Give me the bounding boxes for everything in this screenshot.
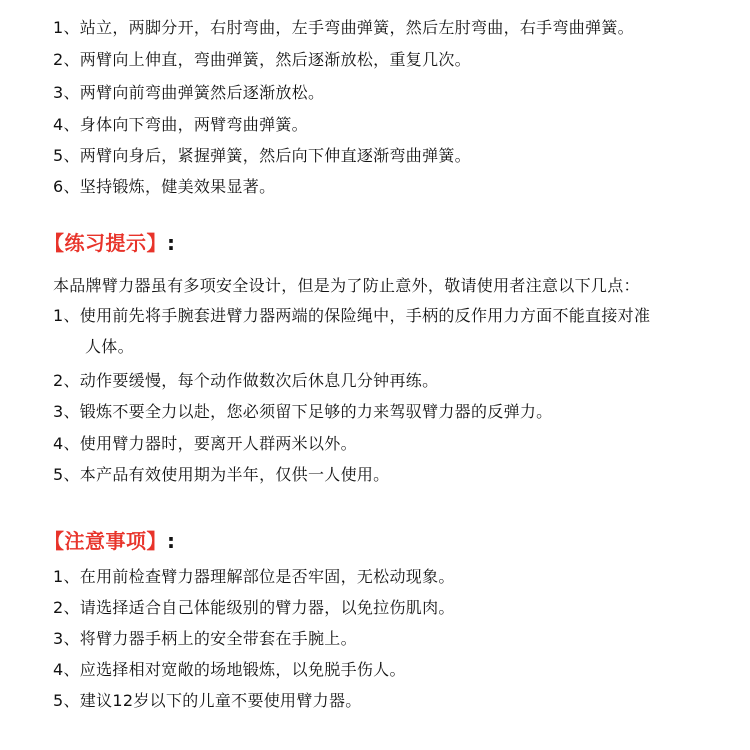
note-3: 3、将臂力器手柄上的安全带套在手腕上。	[53, 629, 357, 648]
tip-1-line-2: 人体。	[85, 337, 134, 356]
tips-heading	[44, 230, 176, 256]
note-4: 4、应选择相对宽敞的场地锻炼，以免脱手伤人。	[53, 660, 406, 679]
note-5: 5、建议12岁以下的儿童不要使用臂力器。	[53, 691, 362, 710]
tip-3: 3、锻炼不要全力以赴，您必须留下足够的力来驾驭臂力器的反弹力。	[53, 402, 553, 421]
tips-heading-colon: :	[167, 231, 176, 255]
notes-heading-title: 【注意事项】	[44, 529, 167, 553]
step-6: 6、坚持锻炼，健美效果显著。	[53, 177, 276, 196]
tip-1-line-1: 1、使用前先将手腕套进臂力器两端的保险绳中，手柄的反作用力方面不能直接对准	[53, 306, 651, 325]
tip-2: 2、动作要缓慢，每个动作做数次后休息几分钟再练。	[53, 371, 439, 390]
step-3: 3、两臂向前弯曲弹簧然后逐渐放松。	[53, 83, 325, 102]
tips-heading-title: 【练习提示】	[44, 231, 167, 255]
step-2: 2、两臂向上伸直，弯曲弹簧，然后逐渐放松，重复几次。	[53, 50, 471, 69]
notes-heading	[44, 528, 176, 554]
step-1: 1、站立，两脚分开，右肘弯曲，左手弯曲弹簧，然后左肘弯曲，右手弯曲弹簧。	[53, 18, 634, 37]
notes-heading-colon: :	[167, 529, 176, 553]
note-1: 1、在用前检查臂力器理解部位是否牢固，无松动现象。	[53, 567, 455, 586]
step-4: 4、身体向下弯曲，两臂弯曲弹簧。	[53, 115, 308, 134]
note-2: 2、请选择适合自己体能级别的臂力器，以免拉伤肌肉。	[53, 598, 455, 617]
step-5: 5、两臂向身后，紧握弹簧，然后向下伸直逐渐弯曲弹簧。	[53, 146, 471, 165]
tip-5: 5、本产品有效使用期为半年，仅供一人使用。	[53, 465, 390, 484]
tip-4: 4、使用臂力器时，要离开人群两米以外。	[53, 434, 357, 453]
tips-intro: 本品牌臂力器虽有多项安全设计，但是为了防止意外，敬请使用者注意以下几点：	[53, 276, 640, 295]
